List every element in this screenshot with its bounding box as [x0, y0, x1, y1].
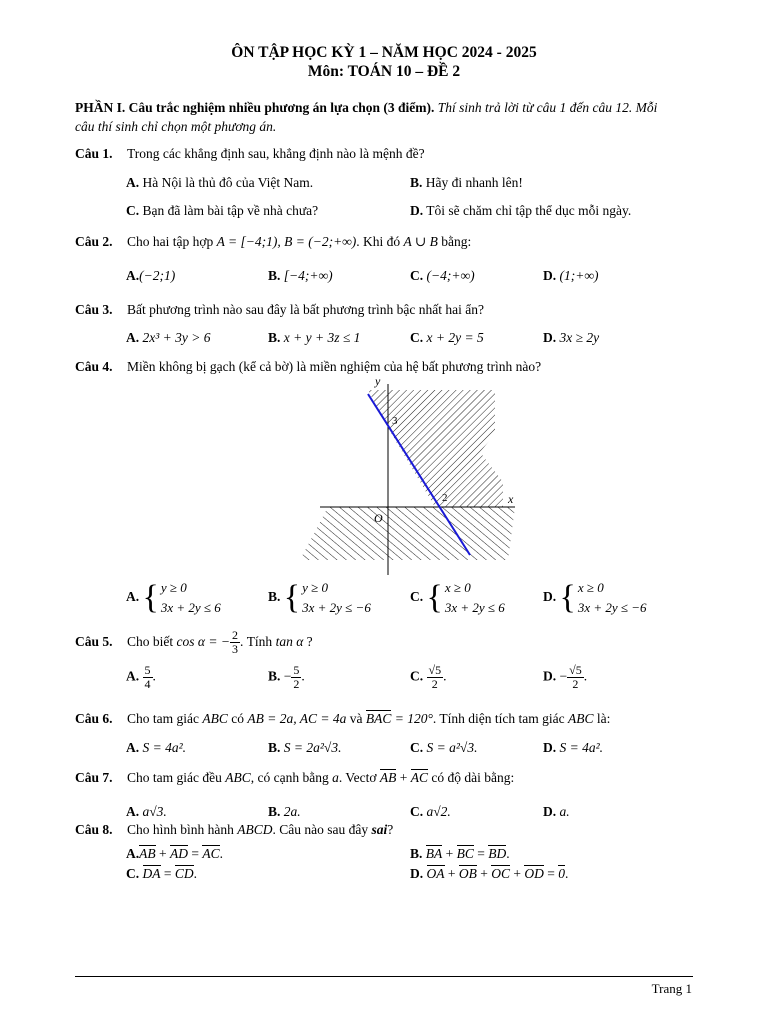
fraction-numerator: √5: [428, 663, 442, 677]
option-letter: A.: [126, 846, 140, 861]
fraction: [567, 664, 584, 691]
q6-option-d[interactable]: [543, 740, 603, 756]
q1-option-d[interactable]: [410, 203, 631, 219]
inequality-graph: [290, 372, 530, 578]
fraction-numerator: 5: [144, 663, 151, 677]
inequality-system: { x ≥ 0 3x + 2y ≤ −6: [559, 579, 647, 616]
question-text: . Vectơ: [338, 770, 377, 785]
vector: AC: [410, 770, 428, 785]
q3-option-d[interactable]: [543, 330, 599, 346]
fraction-numerator: 2: [231, 628, 238, 643]
q1-option-a[interactable]: [126, 175, 313, 191]
question-8: [75, 822, 695, 838]
system-line: x ≥ 0: [577, 580, 604, 595]
inequality-system: { x ≥ 0 3x + 2y ≤ 6: [426, 579, 505, 616]
part1-instruction: Thí sinh trả lời từ câu 1 đến câu 12. Mỗi: [437, 100, 658, 115]
question-text: có độ dài bằng:: [431, 770, 515, 785]
vector: AB: [379, 770, 397, 785]
q4-option-c[interactable]: [410, 578, 505, 618]
system-line: y ≥ 0: [302, 580, 328, 595]
angle-expression: [366, 711, 433, 726]
fraction-numerator: √5: [569, 663, 582, 677]
system-line: 3x + 2y ≤ −6: [302, 600, 371, 615]
operator: =: [163, 866, 172, 881]
vector: OC: [491, 866, 511, 881]
option-text: a.: [559, 804, 570, 819]
option-text: (1;+∞): [559, 268, 599, 283]
punctuation: .: [506, 846, 510, 861]
inequality-system: { y ≥ 0 3x + 2y ≤ 6: [142, 579, 221, 616]
option-letter: C.: [410, 589, 424, 605]
question-number: Câu 6.: [75, 711, 113, 726]
q5-option-d[interactable]: D. − $\frac{√5}{2}$ .: [543, 663, 588, 691]
fraction: [143, 664, 153, 691]
question-text: Cho tam giác đều: [127, 770, 222, 785]
option-letter: D.: [543, 268, 557, 283]
option-letter: C.: [410, 268, 424, 283]
q7-option-b[interactable]: [268, 804, 301, 820]
fraction-denominator: 4: [144, 677, 151, 691]
q2-option-c[interactable]: [410, 268, 475, 284]
vector: AB: [139, 846, 156, 861]
q5-option-a[interactable]: A. $\frac{5}{4}$ .: [126, 663, 156, 691]
option-letter: B.: [410, 175, 423, 190]
question-text: Cho hai tập hợp: [127, 234, 214, 249]
option-text: a√2.: [426, 804, 451, 819]
option-text: 3x ≥ 2y: [559, 330, 600, 345]
q6-option-c[interactable]: [410, 740, 477, 756]
option-letter: D.: [543, 589, 557, 605]
hatched-region-below: [300, 507, 515, 560]
option-text: Bạn đã làm bài tập về nhà chưa?: [142, 203, 319, 218]
q2-option-b[interactable]: [268, 268, 333, 284]
option-letter: C.: [126, 203, 140, 218]
option-letter: D.: [543, 668, 557, 684]
vector: OB: [458, 866, 477, 881]
q8-option-a[interactable]: [126, 846, 223, 862]
q3-option-a[interactable]: [126, 330, 211, 346]
option-letter: A.: [126, 804, 140, 819]
operator: =: [477, 846, 485, 861]
question-text: Cho tam giác: [127, 711, 199, 726]
footer-divider: [75, 976, 693, 977]
question-text: . Câu nào sau đây: [272, 822, 369, 837]
part1-heading: PHẦN I. Câu trắc nghiệm nhiều phương án lựa chọn (3 điểm).: [75, 100, 435, 115]
question-text: . Tính diện tích tam giác: [432, 711, 565, 726]
option-letter: A.: [126, 668, 140, 684]
vector: AC: [202, 846, 220, 861]
vector: OA: [426, 866, 445, 881]
question-text: là:: [596, 711, 611, 726]
option-letter: B.: [268, 268, 281, 283]
punctuation: .: [219, 846, 224, 861]
vector: OD: [524, 866, 544, 881]
option-sign: −: [283, 668, 292, 684]
q7-option-a[interactable]: [126, 804, 167, 820]
q5-option-b[interactable]: B. − $\frac{5}{2}$ .: [268, 663, 305, 691]
math-expression: cos α = −: [176, 634, 230, 649]
option-letter: D.: [543, 740, 557, 755]
option-letter: B.: [410, 846, 423, 861]
option-text: Tôi sẽ chăm chỉ tập thể dục mỗi ngày.: [426, 203, 632, 218]
part1-instructions: [75, 98, 695, 136]
page-title: ÔN TẬP HỌC KỲ 1 – NĂM HỌC 2024 - 2025: [231, 44, 537, 61]
vector: BA: [425, 846, 443, 861]
q3-option-c[interactable]: [410, 330, 484, 346]
system-line: y ≥ 0: [160, 580, 187, 595]
option-letter: A.: [126, 330, 140, 345]
option-text: S = a²√3.: [426, 740, 478, 755]
q2-option-d[interactable]: [543, 268, 598, 284]
math-expression: AB = 2a, AC = 4a: [247, 711, 347, 726]
zero-vector: 0: [558, 866, 566, 881]
question-text: , có cạnh bằng: [250, 770, 329, 785]
y-tick-label: 3: [392, 415, 398, 427]
origin-label: O: [374, 511, 383, 525]
question-6: [75, 711, 695, 727]
option-text: x + y + 3z ≤ 1: [283, 330, 361, 345]
system-line: x ≥ 0: [444, 580, 471, 595]
operator: +: [445, 846, 454, 861]
fraction-numerator: 5: [293, 663, 300, 677]
option-letter: D.: [543, 804, 557, 819]
option-letter: C.: [410, 804, 424, 819]
option-letter: A.: [126, 175, 140, 190]
option-letter: C.: [410, 740, 424, 755]
question-text: và: [349, 711, 363, 726]
option-letter: C.: [410, 330, 424, 345]
q4-option-d[interactable]: [543, 578, 647, 618]
option-text: 2a.: [283, 804, 301, 819]
q1-option-c[interactable]: [126, 203, 318, 219]
option-text: x + 2y = 5: [426, 330, 484, 345]
option-letter: D.: [543, 330, 557, 345]
option-letter: B.: [268, 740, 281, 755]
option-text: [−4;+∞): [283, 268, 333, 283]
option-sign: −: [559, 668, 568, 684]
question-number: Câu 3.: [75, 302, 113, 317]
option-text: Hà Nội là thủ đô của Việt Nam.: [142, 175, 314, 190]
q4-option-b[interactable]: [268, 578, 371, 618]
question-3: [75, 302, 695, 318]
question-number: Câu 8.: [75, 822, 113, 837]
x-tick-label: 2: [442, 492, 448, 504]
page-subtitle: Môn: TOÁN 10 – ĐỀ 2: [307, 63, 461, 80]
angle-name: BAC: [365, 711, 392, 726]
math-expression: ABC: [225, 770, 251, 785]
question-number: Câu 4.: [75, 359, 113, 374]
q6-option-a[interactable]: [126, 740, 186, 756]
option-letter: C.: [410, 668, 424, 684]
math-sets: A = [−4;1), B = (−2;+∞): [216, 234, 357, 249]
question-1: [75, 146, 695, 162]
math-expression: ABCD: [237, 822, 273, 837]
option-text: (−4;+∞): [426, 268, 475, 283]
option-letter: C.: [126, 866, 140, 881]
inequality-system: { y ≥ 0 3x + 2y ≤ −6: [283, 579, 371, 616]
question-text: . Tính: [239, 634, 273, 649]
fraction: [427, 664, 444, 691]
fraction: [230, 629, 240, 656]
vector: BD: [488, 846, 507, 861]
option-letter: A.: [126, 268, 140, 283]
vector: DA: [142, 866, 161, 881]
fraction-denominator: 2: [572, 677, 579, 691]
question-text: Trong các khẳng định sau, khẳng định nào là mệnh đề?: [127, 146, 425, 161]
question-5: [75, 628, 695, 656]
math-expression: ABC: [202, 711, 228, 726]
system-line: 3x + 2y ≤ −6: [577, 600, 647, 615]
q8-option-c[interactable]: [126, 866, 197, 882]
operator: +: [159, 846, 167, 861]
question-text: Bất phương trình nào sau đây là bất phương trình bậc nhất hai ẩn?: [127, 302, 484, 317]
fraction-denominator: 2: [293, 677, 300, 691]
option-text: (−2;1): [139, 268, 176, 283]
vector: CD: [174, 866, 194, 881]
option-text: S = 4a².: [142, 740, 187, 755]
punctuation: .: [193, 866, 198, 881]
vector: AD: [170, 846, 188, 861]
angle-value: = 120°: [394, 711, 433, 726]
emphasis-word: sai: [371, 822, 388, 837]
q7-option-d[interactable]: [543, 804, 570, 820]
option-letter: D.: [410, 203, 424, 218]
operator: =: [191, 846, 199, 861]
option-letter: D.: [410, 866, 424, 881]
q6-option-b[interactable]: [268, 740, 341, 756]
question-text: ?: [387, 822, 394, 837]
x-axis-label: x: [508, 492, 514, 506]
part1-instruction-2: câu thí sinh chỉ chọn một phương án.: [75, 119, 277, 134]
q8-option-d[interactable]: D. OA + OB + OC + OD = 0.: [410, 866, 569, 881]
fraction-denominator: 3: [231, 642, 238, 657]
q5-option-c[interactable]: C. $\frac{√5}{2}$ .: [410, 663, 447, 691]
math-expression: ABC: [567, 711, 594, 726]
question-7: [75, 770, 695, 786]
option-letter: B.: [268, 804, 281, 819]
question-text: có: [231, 711, 244, 726]
question-number: Câu 2.: [75, 234, 113, 249]
option-text: Hãy đi nhanh lên!: [425, 175, 523, 190]
q3-option-b[interactable]: [268, 330, 360, 346]
question-text: Cho hình bình hành: [127, 822, 234, 837]
option-letter: B.: [268, 589, 281, 605]
option-text: 2x³ + 3y > 6: [142, 330, 211, 345]
y-axis-label: y: [375, 374, 381, 388]
question-number: Câu 7.: [75, 770, 113, 785]
option-text: a√3.: [142, 804, 167, 819]
question-text: Cho biết: [127, 634, 174, 649]
punctuation: .: [565, 866, 569, 881]
question-2: [75, 234, 695, 250]
question-text: Miền không bị gạch (kể cả bờ) là miền nghiệm của hệ bất phương trình nào?: [127, 359, 542, 374]
question-text: ?: [306, 634, 313, 649]
option-letter: A.: [126, 589, 140, 605]
question-text: . Khi đó: [356, 234, 401, 249]
option-letter: A.: [126, 740, 140, 755]
option-letter: B.: [268, 668, 281, 684]
page-number: Trang 1: [651, 981, 692, 996]
operator: +: [399, 770, 408, 785]
question-number: Câu 1.: [75, 146, 113, 161]
system-line: 3x + 2y ≤ 6: [160, 600, 221, 615]
vector: BC: [456, 846, 474, 861]
q1-option-b[interactable]: [410, 175, 523, 191]
option-text: S = 4a².: [559, 740, 604, 755]
system-line: 3x + 2y ≤ 6: [444, 600, 505, 615]
math-expression: a: [332, 770, 339, 785]
question-text: bằng:: [441, 234, 472, 249]
q2-option-a[interactable]: [126, 268, 175, 284]
option-letter: B.: [268, 330, 281, 345]
question-number: Câu 5.: [75, 634, 113, 649]
option-text: S = 2a²√3.: [283, 740, 342, 755]
math-expression: tan α: [275, 634, 304, 649]
fraction: [291, 664, 301, 691]
math-expression: A ∪ B: [403, 234, 438, 249]
q8-option-b[interactable]: [410, 846, 510, 862]
fraction-denominator: 2: [431, 677, 438, 691]
q7-option-c[interactable]: [410, 804, 451, 820]
q4-option-a[interactable]: [126, 578, 221, 618]
